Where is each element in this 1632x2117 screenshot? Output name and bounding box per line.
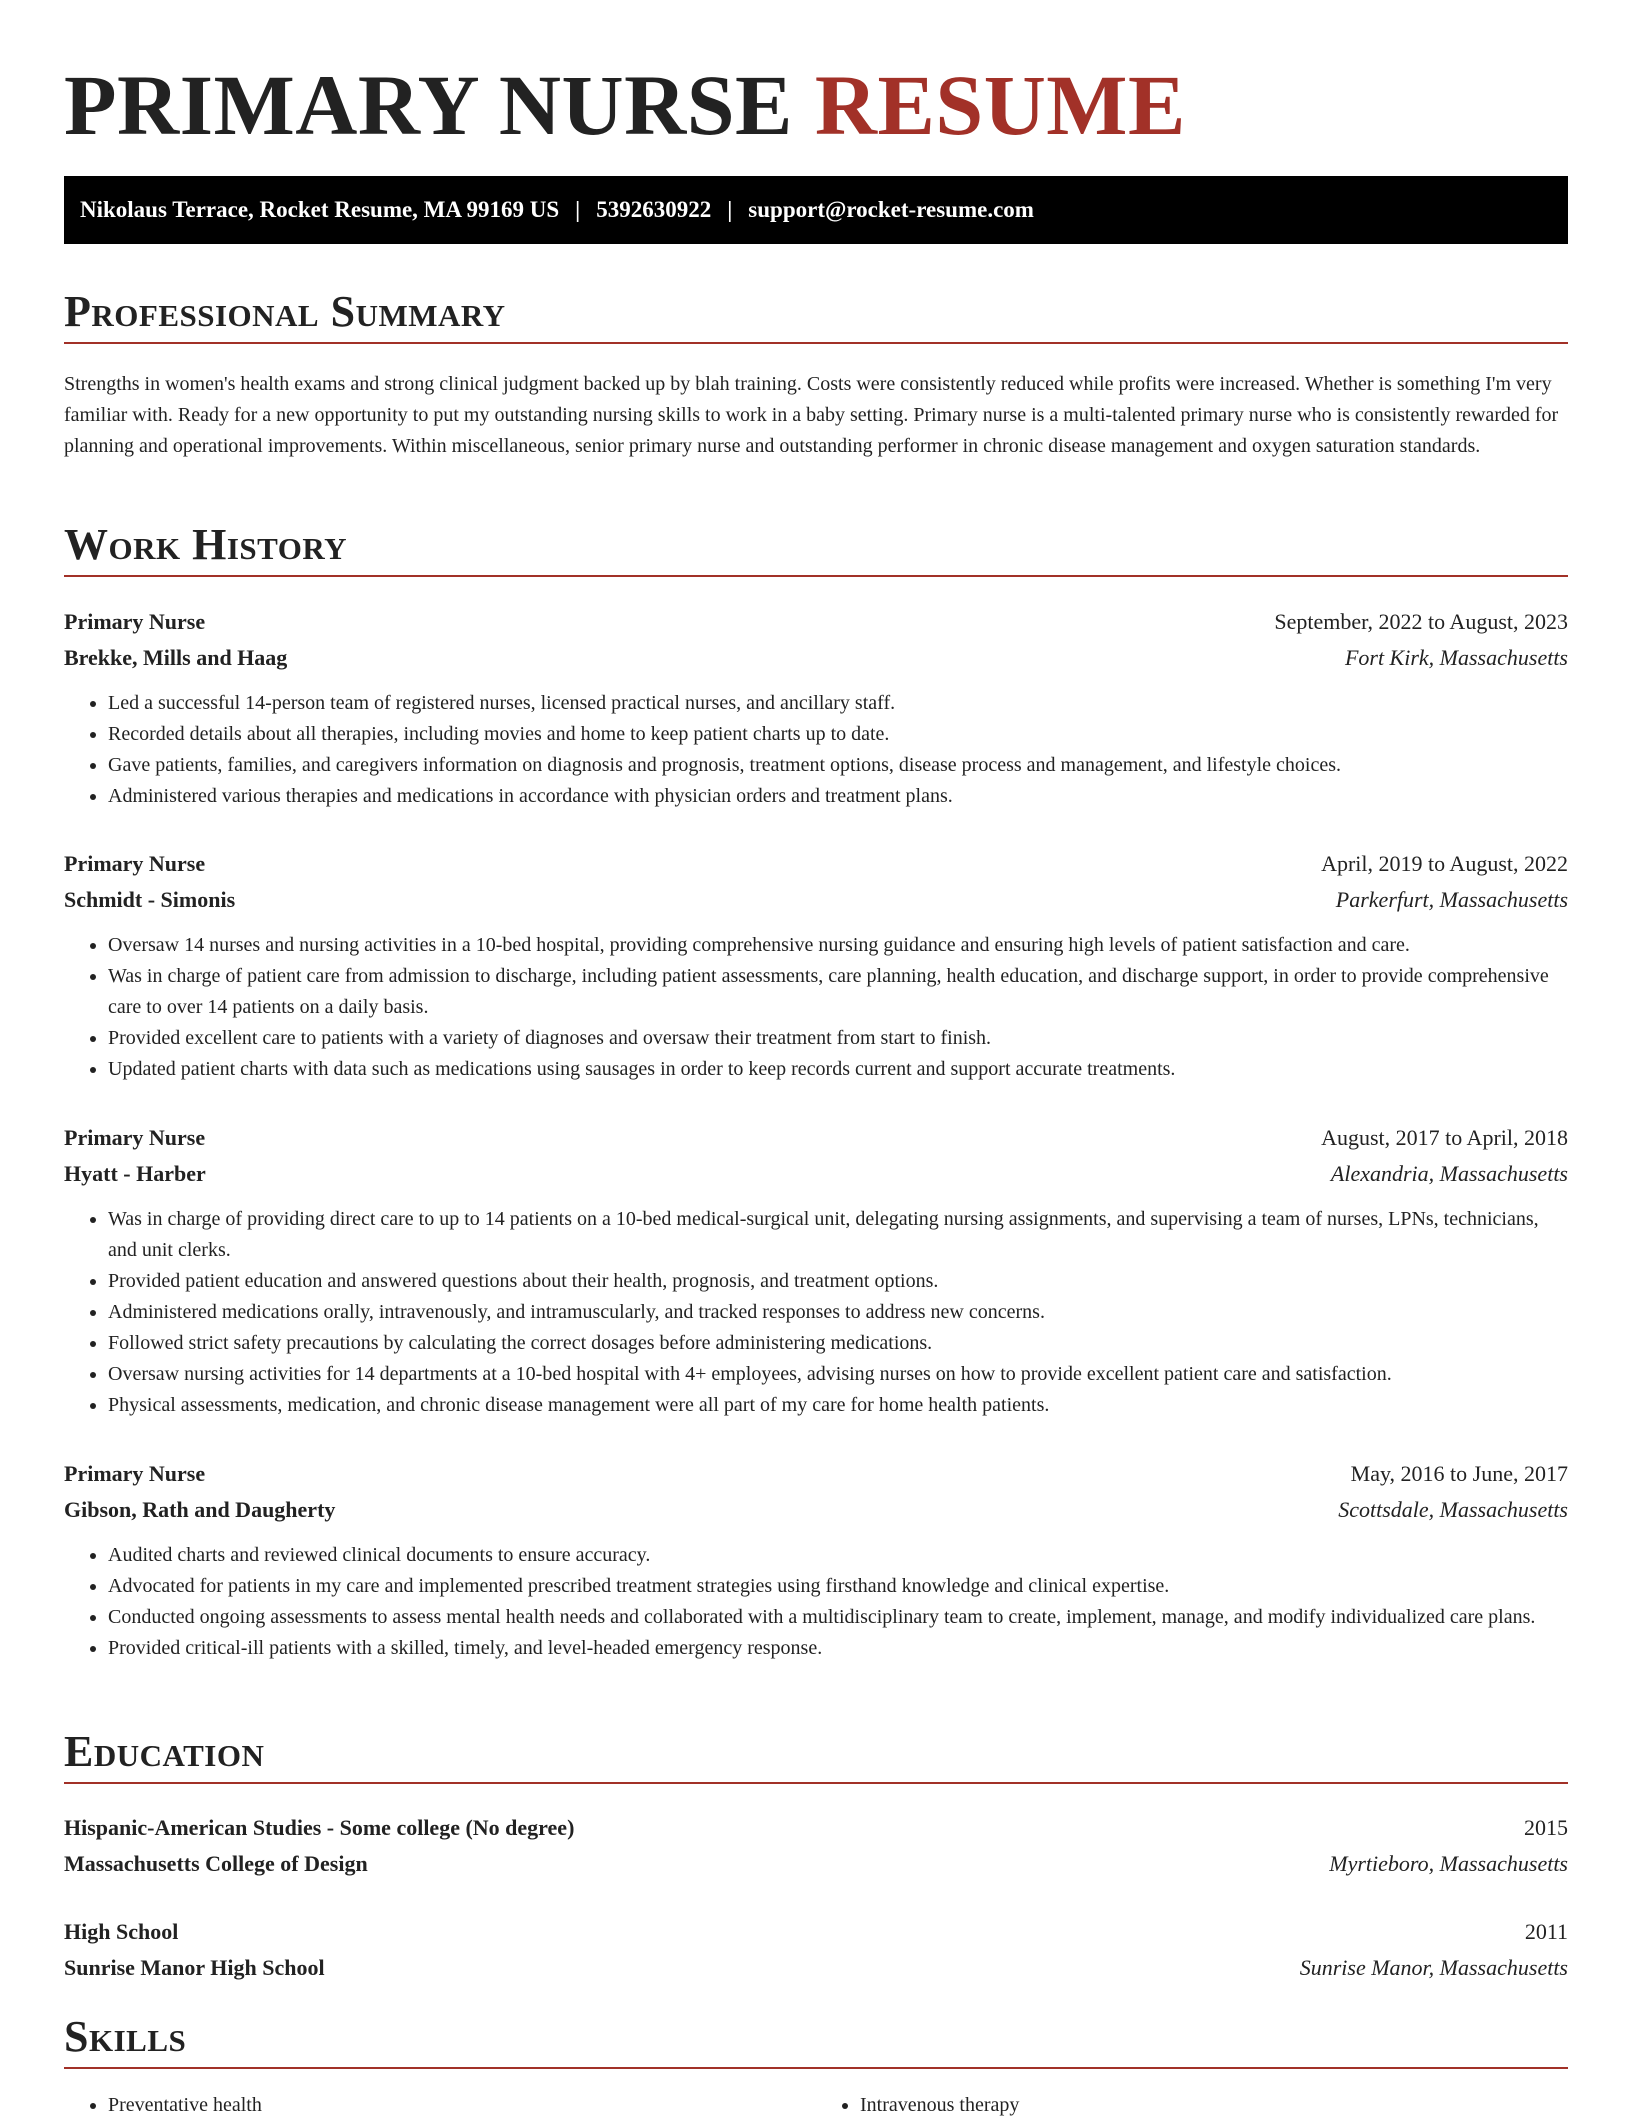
list-item: • Led a successful 14-person team of registered nurses, licensed practical nurses, and ancillary staff.: [108, 688, 1568, 719]
skills-list: [64, 2094, 1568, 2117]
job-entry: [64, 1120, 1568, 1421]
job-company: Gibson, Rath and Daugherty: [64, 1497, 336, 1522]
section-heading-education: Education: [64, 1730, 1568, 1784]
job-company: Hyatt - Harber: [64, 1161, 206, 1186]
list-item: • Audited charts and reviewed clinical documents to ensure accuracy.: [108, 1540, 1568, 1571]
list-item: • Administered various therapies and medications in accordance with physician orders and treatment plans.: [108, 781, 1568, 812]
job-location: Parkerfurt, Massachusetts: [1335, 887, 1568, 912]
education-school: Massachusetts College of Design: [64, 1851, 368, 1876]
job-location: Alexandria, Massachusetts: [1330, 1161, 1568, 1186]
list-item: • Preventative health: [108, 2094, 816, 2117]
list-item: • Provided patient education and answered questions about their health, prognosis, and treatment options.: [108, 1266, 1568, 1297]
contact-separator: |: [727, 197, 733, 222]
contact-email[interactable]: support@rocket-resume.com: [748, 197, 1034, 222]
job-bullets: [64, 930, 1568, 1085]
job-location: Fort Kirk, Massachusetts: [1344, 645, 1568, 670]
job-entry: [64, 1456, 1568, 1664]
contact-bar: [64, 176, 1568, 244]
education-entry: [64, 1914, 1568, 1986]
list-item: • Was in charge of providing direct care to up to 14 patients on a 10-bed medical-surgical unit, delegating nursing assignments, and supervising a team of nurses, LPNs, technicians, and unit clerks.: [108, 1204, 1568, 1266]
education-year: 2011: [1524, 1919, 1568, 1944]
list-item: • Provided critical-ill patients with a skilled, timely, and level-headed emergency response.: [108, 1633, 1568, 1664]
list-item: • Recorded details about all therapies, including movies and home to keep patient charts up to date.: [108, 719, 1568, 750]
education-degree: Hispanic-American Studies - Some college (No degree): [64, 1815, 575, 1840]
job-dates: August, 2017 to April, 2018: [1321, 1125, 1568, 1150]
section-heading-work: Work History: [64, 523, 1568, 577]
list-item: • Administered medications orally, intravenously, and intramuscularly, and tracked responses to address new concerns.: [108, 1297, 1568, 1328]
job-dates: May, 2016 to June, 2017: [1350, 1461, 1568, 1486]
contact-phone[interactable]: 5392630922: [596, 197, 712, 222]
job-entry: [64, 604, 1568, 812]
job-bullets: [64, 688, 1568, 812]
section-heading-skills: Skills: [64, 2015, 1568, 2069]
page-title: [64, 0, 1568, 176]
list-item: • Oversaw nursing activities for 14 departments at a 10-bed hospital with 4+ employees, advising nurses on how to provide excellent patient care and satisfaction.: [108, 1359, 1568, 1390]
job-company: Brekke, Mills and Haag: [64, 645, 288, 670]
list-item: • Was in charge of patient care from admission to discharge, including patient assessments, care planning, health education, and discharge support, in order to provide comprehensive care to over 14 patients on a daily basis.: [108, 961, 1568, 1023]
job-company: Schmidt - Simonis: [64, 887, 236, 912]
list-item: • Advocated for patients in my care and implemented prescribed treatment strategies using firsthand knowledge and clinical expertise.: [108, 1571, 1568, 1602]
education-location: Myrtieboro, Massachusetts: [1329, 1851, 1568, 1876]
education-location: Sunrise Manor, Massachusetts: [1299, 1955, 1568, 1980]
job-bullets: [64, 1204, 1568, 1421]
job-title: Primary Nurse: [64, 1461, 206, 1486]
list-item: • Oversaw 14 nurses and nursing activities in a 10-bed hospital, providing comprehensive nursing guidance and ensuring high levels of patient satisfaction and care.: [108, 930, 1568, 961]
job-title: Primary Nurse: [64, 851, 206, 876]
job-entry: [64, 846, 1568, 1085]
title-accent: RESUME: [814, 57, 1186, 153]
list-item: • Conducted ongoing assessments to assess mental health needs and collaborated with a multidisciplinary team to create, implement, manage, and modify individualized care plans.: [108, 1602, 1568, 1633]
list-item: • Followed strict safety precautions by calculating the correct dosages before administering medications.: [108, 1328, 1568, 1359]
job-title: Primary Nurse: [64, 1125, 206, 1150]
education-entry: [64, 1810, 1568, 1882]
list-item: • Physical assessments, medication, and chronic disease management were all part of my care for home health patients.: [108, 1390, 1568, 1421]
list-item: • Gave patients, families, and caregivers information on diagnosis and prognosis, treatment options, disease process and management, and lifestyle choices.: [108, 750, 1568, 781]
summary-text: Strengths in women's health exams and strong clinical judgment backed up by blah training. Costs were consistently reduced while profits were increased. Whether is something I'm very familiar with. Ready for a new opportunity to put my outstanding nursing skills to work in a baby setting. Primary nurse is a multi-talented primary nurse who is consistently rewarded for planning and operational improvements. Within miscellaneous, senior primary nurse and outstanding performer in chronic disease management and oxygen saturation standards.: [64, 373, 1559, 457]
job-location: Scottsdale, Massachusetts: [1338, 1497, 1568, 1522]
job-bullets: [64, 1540, 1568, 1664]
contact-address: Nikolaus Terrace, Rocket Resume, MA 99169 US: [80, 197, 560, 222]
list-item: • Provided excellent care to patients with a variety of diagnoses and oversaw their treatment from start to finish.: [108, 1023, 1568, 1054]
education-degree: High School: [64, 1919, 179, 1944]
education-school: Sunrise Manor High School: [64, 1955, 325, 1980]
list-item: • Intravenous therapy: [860, 2094, 1568, 2117]
job-dates: April, 2019 to August, 2022: [1321, 851, 1568, 876]
section-heading-summary: Professional Summary: [64, 290, 1568, 344]
title-main: PRIMARY NURSE: [64, 57, 793, 153]
contact-separator: |: [575, 197, 581, 222]
list-item: • Updated patient charts with data such as medications using sausages in order to keep records current and support accurate treatments.: [108, 1054, 1568, 1085]
job-dates: September, 2022 to August, 2023: [1274, 609, 1568, 634]
job-title: Primary Nurse: [64, 609, 206, 634]
education-year: 2015: [1524, 1815, 1568, 1840]
